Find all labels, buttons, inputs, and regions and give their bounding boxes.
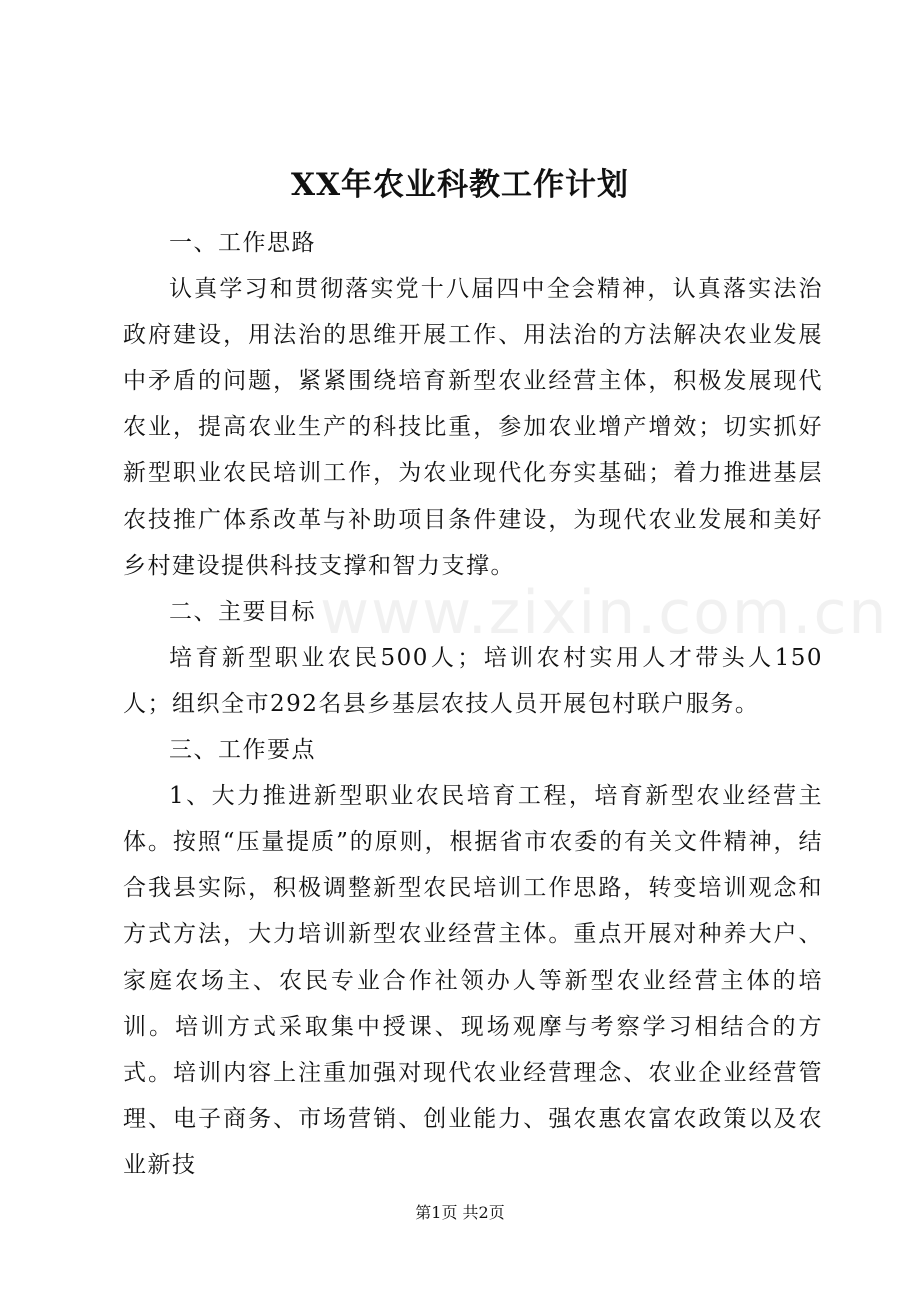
document-body bbox=[123, 220, 823, 1188]
section-heading-3: 三、工作要点 bbox=[169, 737, 316, 764]
paragraph: 认真学习和贯彻落实党十八届四中全会精神，认真落实法治政府建设，用法治的思维开展工作、用法治的方法解决农业发展中矛盾的问题，紧紧围绕培育新型农业经营主体，积极发展现代农业，提高农业生产的科技比重，参加农业增产增效；切实抓好新型职业农民培训工作，为农业现代化夯实基础；着力推进基层农技推广体系改革与补助项目条件建设，为现代农业发展和美好乡村建设提供科技支撑和智力支撑。 bbox=[123, 276, 823, 579]
paragraph: 培育新型职业农民500人；培训农村实用人才带头人150人；组织全市292名县乡基层农技人员开展包村联户服务。 bbox=[123, 644, 823, 717]
document-title: XX年农业科教工作计划 bbox=[290, 167, 630, 203]
section-heading-1: 一、工作思路 bbox=[169, 230, 316, 256]
page-footer: 第1页 共2页 bbox=[415, 1203, 505, 1222]
watermark: www.zixin.com.cn bbox=[320, 578, 889, 648]
paragraph: 1、大力推进新型职业农民培育工程，培育新型农业经营主体。按照“压量提质”的原则，根据省市农委的有关文件精神，结合我县实际，积极调整新型农民培训工作思路，转变培训观念和方式方法，大力培训新型农业经营主体。重点开展对种养大户、家庭农场主、农民专业合作社领办人等新型农业经营主体的培训。培训方式采取集中授课、现场观摩与考察学习相结合的方式。培训内容上注重加强对现代农业经营理念、农业企业经营管理、电子商务、市场营销、创业能力、强农惠农富农政策以及农业新技 bbox=[123, 783, 823, 1178]
section-heading-2: 二、主要目标 bbox=[169, 598, 316, 625]
